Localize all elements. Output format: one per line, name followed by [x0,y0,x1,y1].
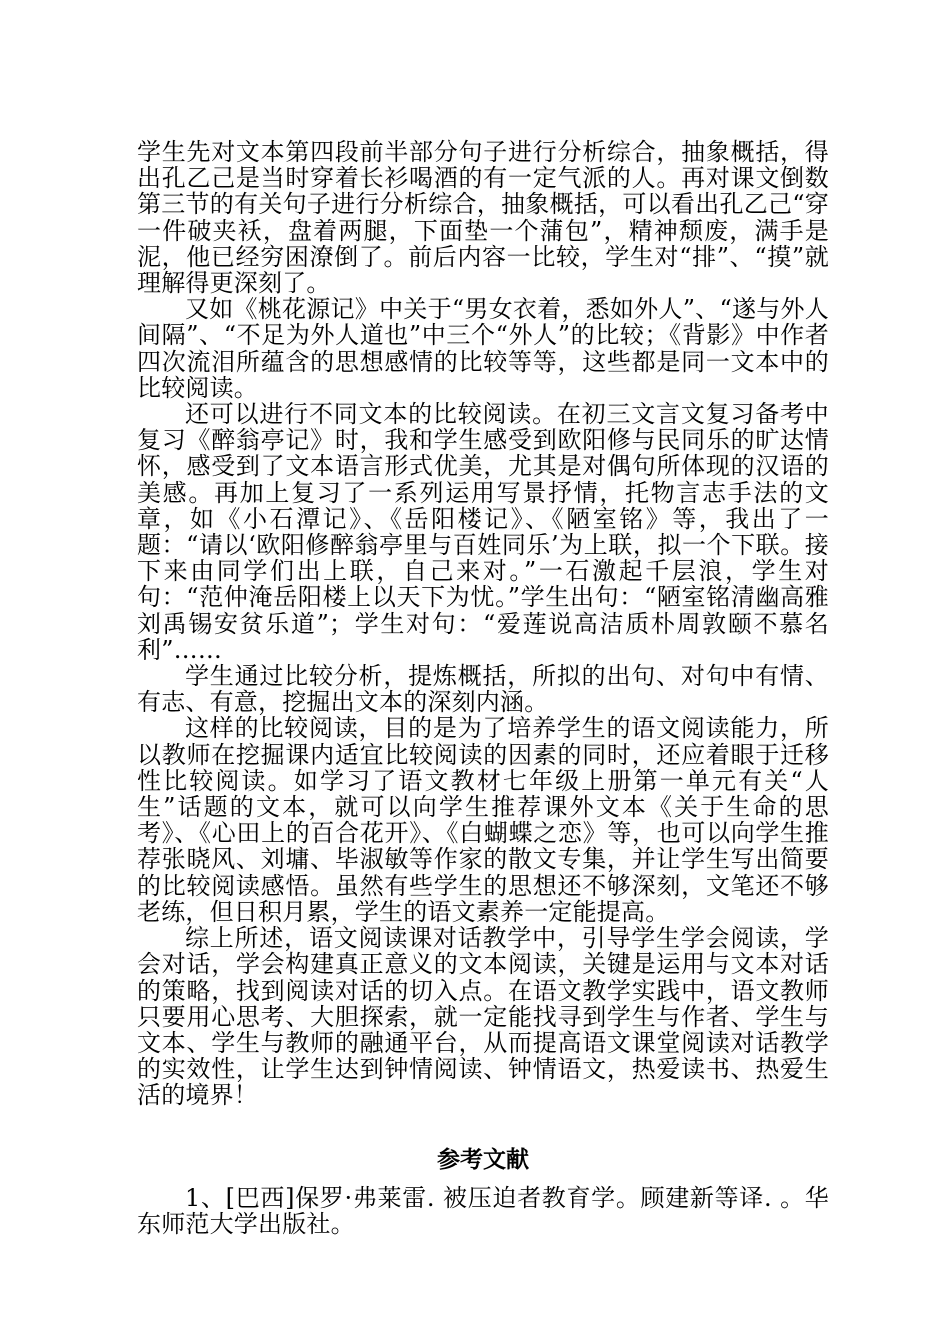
paragraph-comparison-result: 学生通过比较分析，提炼概括，所拟的出句、对句中有情、有志、有意，挖掘出文本的深刻内涵。 [137,662,829,717]
document-page [137,139,829,1237]
references-heading: 参考文献 [437,1146,529,1173]
paragraph-same-text-comparison: 又如《桃花源记》中关于“男女衣着，悉如外人”、“遂与外人间隔”、“不足为外人道也”中三个“外人”的比较；《背影》中作者四次流泪所蕴含的思想感情的比较等等，这些都是同一文本中的比较阅读。 [137,295,829,402]
paragraph-different-text-comparison: 还可以进行不同文本的比较阅读。在初三文言文复习备考中复习《醉翁亭记》时，我和学生感受到欧阳修与民同乐的旷达情怀，感受到了文本语言形式优美，尤其是对偶句所体现的汉语的美感。再加上复习了一系列运用写景抒情，托物言志手法的文章，如《小石潭记》、《岳阳楼记》、《陋室铭》等，我出了一题：“请以‘欧阳修醉翁亭里与百姓同乐’为上联，拟一个下联。接下来由同学们出上联，自己来对。”一石激起千层浪，学生对句：“范仲淹岳阳楼上以天下为忧。”学生出句：“陋室铭清幽高雅刘禹锡安贫乐道”；学生对句：“爱莲说高洁质朴周敦颐不慕名利”…… [137,400,829,664]
paragraph-kongyiji-analysis: 学生先对文本第四段前半部分句子进行分析综合，抽象概括，得出孔乙己是当时穿着长衫喝酒的有一定气派的人。再对课文倒数第三节的有关句子进行分析综合，抽象概括，可以看出孔乙己“穿一件破夹袄，盘着两腿，下面垫一个蒲包”，精神颓废，满手是泥，他已经穷困潦倒了。前后内容一比较，学生对“排”、“摸”就理解得更深刻了。 [137,138,829,298]
paragraph-conclusion: 综上所述，语文阅读课对话教学中，引导学生学会阅读，学会对话，学会构建真正意义的文本阅读，关键是运用与文本对话的策略，找到阅读对话的切入点。在语文教学实践中，语文教师只要用心思考、大胆探索，就一定能找寻到学生与作者、学生与文本、学生与教师的融通平台，从而提高语文课堂阅读对话教学的实效性，让学生达到钟情阅读、钟情语文，热爱读书、热爱生活的境界！ [137,924,829,1110]
reference-item: 1、[巴西]保罗·弗莱雷. 被压迫者教育学。顾建新等译. 。华东师范大学出版社。 [137,1183,829,1238]
paragraph-transfer-reading: 这样的比较阅读，目的是为了培养学生的语文阅读能力，所以教师在挖掘课内适宜比较阅读的因素的同时，还应着眼于迁移性比较阅读。如学习了语文教材七年级上册第一单元有关“人生”话题的文本，就可以向学生推荐课外文本《关于生命的思考》、《心田上的百合花开》、《白蝴蝶之恋》等，也可以向学生推荐张晓风、刘墉、毕淑敏等作家的散文专集，并让学生写出简要的比较阅读感悟。虽然有些学生的思想还不够深刻，文笔还不够老练，但日积月累，学生的语文素养一定能提高。 [137,714,829,926]
